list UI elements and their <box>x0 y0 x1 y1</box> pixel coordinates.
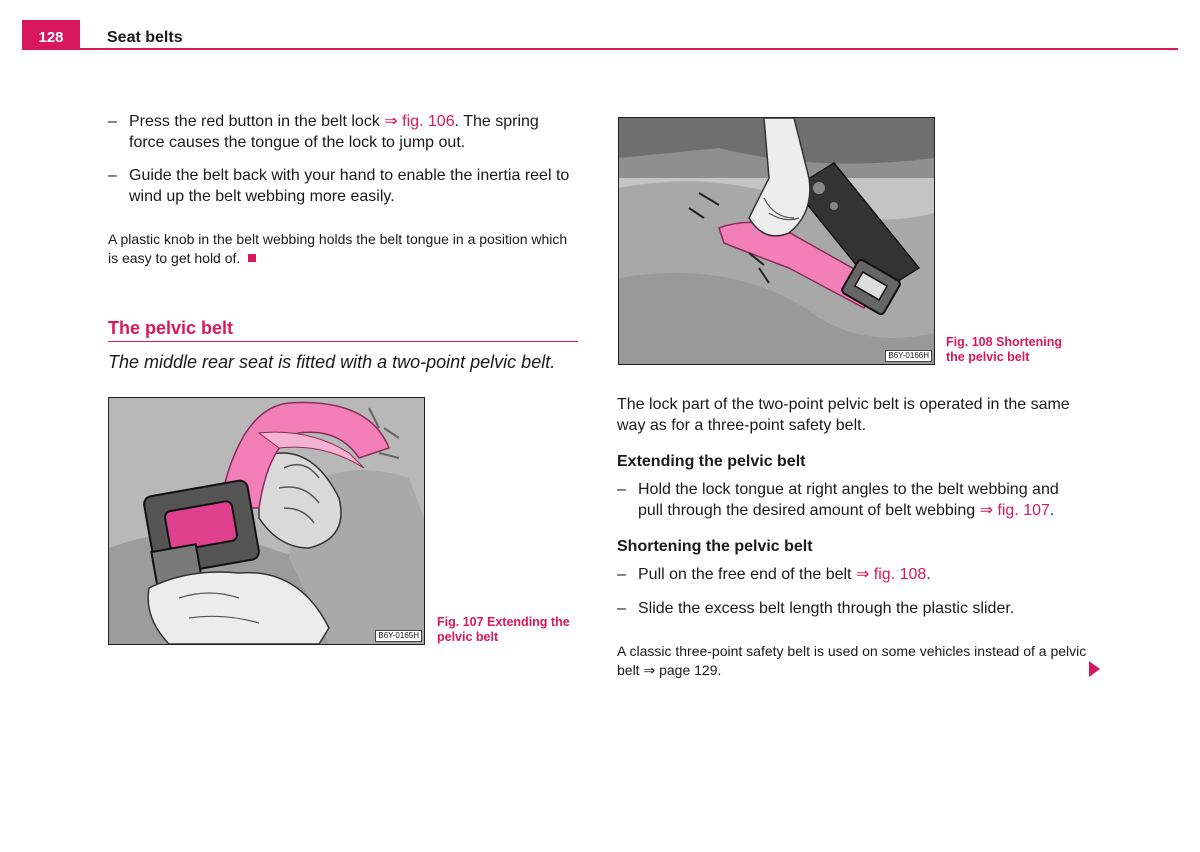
figure-108-shortening-belt <box>618 117 935 365</box>
extending-belt-illustration <box>109 398 424 644</box>
extend-heading: Extending the pelvic belt <box>617 453 806 470</box>
fig-107-link[interactable]: ⇒ fig. 107 <box>979 502 1050 519</box>
figure-107-caption <box>437 615 570 645</box>
intro-paragraph: The lock part of the two-point pelvic belt is operated in the same way as for a three-point safety belt. <box>617 396 1070 434</box>
step-guide-belt <box>108 165 578 207</box>
footnote-text: A classic three-point safety belt is used on some vehicles instead of a pelvic belt <box>617 643 1087 678</box>
section-title: The pelvic belt <box>108 318 234 338</box>
step-text: Slide the excess belt length through the plastic slider. <box>638 600 1015 617</box>
step-text-after: . <box>1049 502 1055 519</box>
fig-106-link[interactable]: ⇒ fig. 106 <box>384 113 455 130</box>
step-text-after: . The spring force causes the tongue of the lock to jump out. <box>129 113 539 151</box>
end-of-section-square-icon <box>248 254 256 262</box>
caption-line-2: pelvic belt <box>437 630 499 644</box>
figure-code: B6Y-0166H <box>885 350 932 362</box>
step-dash: – <box>617 566 626 583</box>
step-text-after: . <box>926 566 931 583</box>
step-dash: – <box>108 167 117 184</box>
figure-code: B6Y-0165H <box>375 630 422 642</box>
step-dash: – <box>617 600 626 617</box>
page-number: 128 <box>38 29 64 46</box>
caption-line-2: the pelvic belt <box>946 350 1030 364</box>
figure-108-caption <box>946 335 1062 365</box>
running-header-title: Seat belts <box>107 29 183 46</box>
step-extend-belt <box>617 479 1087 521</box>
figure-107-extending-belt <box>108 397 425 645</box>
step-pull-free-end <box>617 564 1087 585</box>
fig-108-link[interactable]: ⇒ fig. 108 <box>855 566 927 583</box>
step-text: Pull on the free end of the belt <box>638 566 856 583</box>
page-number-badge <box>22 20 80 50</box>
caption-line-1: Fig. 107 Extending the <box>437 615 570 629</box>
step-text: Guide the belt back with your hand to enable the inertia reel to wind up the belt webbing more easily. <box>129 167 570 205</box>
step-dash: – <box>617 481 626 498</box>
step-slide-excess <box>617 598 1087 619</box>
plastic-knob-note <box>108 230 580 268</box>
page-129-link[interactable]: ⇒ page 129. <box>643 662 722 678</box>
header-rule <box>22 48 1178 50</box>
step-press-button <box>108 111 578 153</box>
step-dash: – <box>108 113 117 130</box>
caption-line-1: Fig. 108 Shortening <box>946 335 1062 349</box>
shortening-belt-illustration <box>619 118 934 364</box>
step-text: Hold the lock tongue at right angles to the belt webbing and pull through the desired amount of belt webbing <box>638 481 1059 519</box>
note-text: A plastic knob in the belt webbing holds the belt tongue in a position which is easy to get hold of. <box>108 231 568 266</box>
next-page-arrow-icon[interactable] <box>1089 661 1100 677</box>
shorten-heading: Shortening the pelvic belt <box>617 538 813 555</box>
section-lead: The middle rear seat is fitted with a two-point pelvic belt. <box>108 352 556 372</box>
section-rule <box>108 341 578 342</box>
step-text: Press the red button in the belt lock <box>129 113 385 130</box>
footnote-three-point-belt <box>617 642 1087 680</box>
